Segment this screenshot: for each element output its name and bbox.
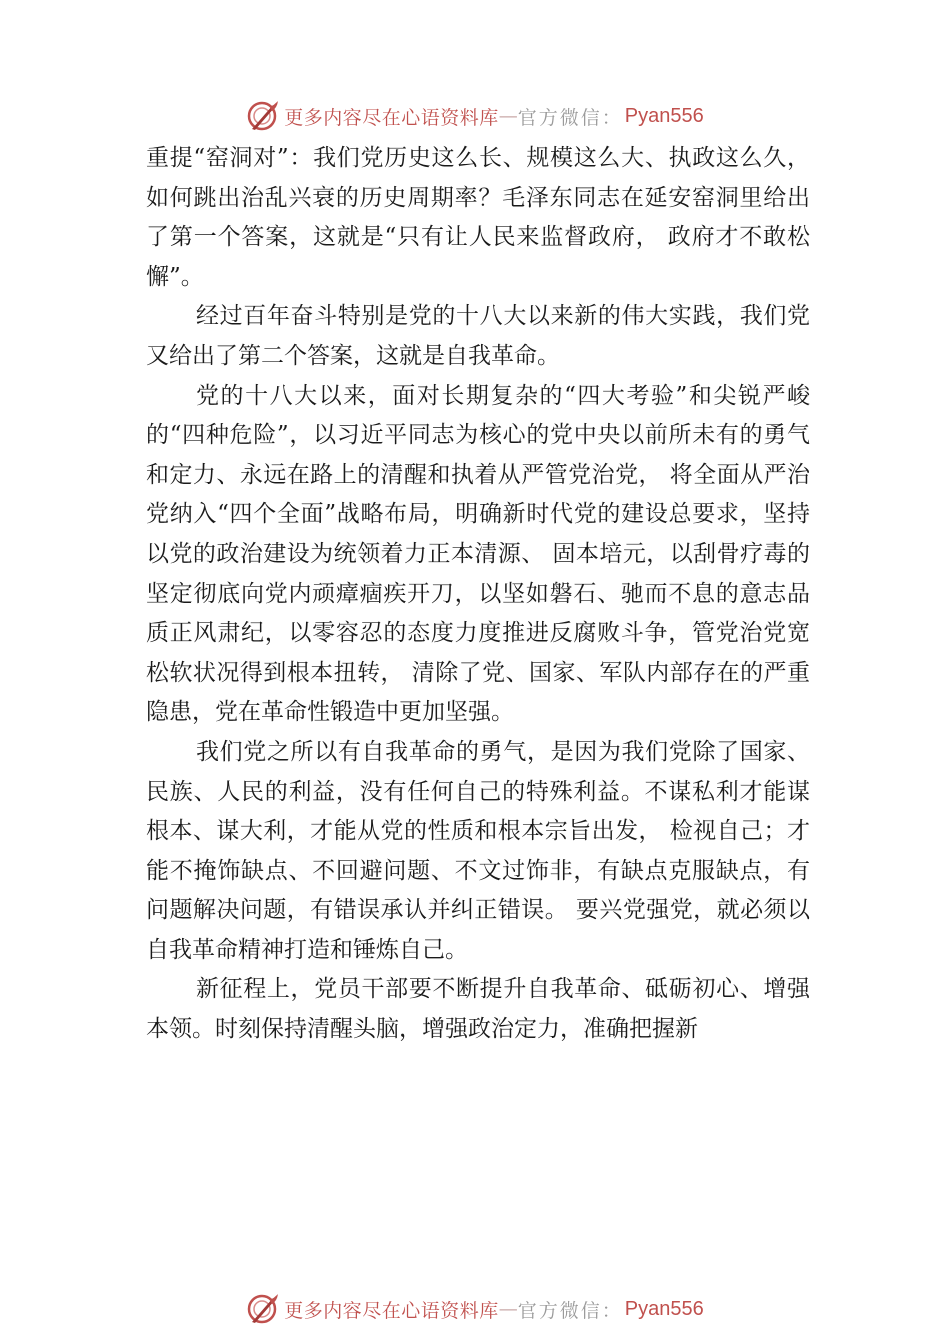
header-banner bbox=[0, 96, 950, 136]
banner-wechat-id: Pyan556 bbox=[624, 104, 704, 127]
paragraph: 重提“窑洞对”：我们党历史这么长、规模这么大、执政这么久，如何跳出治乱兴衰的历史周期率？毛泽东同志在延安窑洞里给出了第一个答案，这就是“只有让人民来监督政府， 政府才不敢松懈”。 bbox=[146, 145, 810, 290]
banner-dash: — bbox=[498, 1298, 518, 1320]
banner-label: 官方微信： bbox=[517, 1299, 623, 1322]
document-body bbox=[146, 139, 810, 1050]
footer-banner bbox=[0, 1289, 950, 1329]
paragraph: 党的十八大以来，面对长期复杂的“四大考验”和尖锐严峻的“四种危险”，以习近平同志为核心的党中央以前所未有的勇气和定力、永远在路上的清醒和执着从严管党治党， 将全面从严治党纳入“四个全面”战略布局，明确新时代党的建设总要求，坚持以党的政治建设为统领着力正本清源、 固本培元，以刮骨疗毒的坚定彻底向党内顽瘴痼疾开刀，以坚如磐石、驰而不息的意志品质正风肃纪，以零容忍的态度力度推进反腐败斗争，管党治党宽松软状况得到根本扭转， 清除了党、国家、军队内部存在的严重隐患，党在革命性锻造中更加坚强。 bbox=[146, 382, 810, 726]
banner-main-text: 更多内容尽在心语资料库 bbox=[284, 106, 499, 129]
quill-logo-icon bbox=[246, 1292, 280, 1326]
banner-dash: — bbox=[498, 105, 518, 127]
paragraph: 经过百年奋斗特别是党的十八大以来新的伟大实践，我们党又给出了第二个答案，这就是自我革命。 bbox=[146, 303, 810, 369]
banner-main-text: 更多内容尽在心语资料库 bbox=[284, 1299, 499, 1322]
quill-logo-icon bbox=[246, 99, 280, 133]
paragraph: 新征程上，党员干部要不断提升自我革命、砥砺初心、增强本领。时刻保持清醒头脑，增强政治定力，准确把握新 bbox=[146, 976, 810, 1043]
banner-label: 官方微信： bbox=[517, 106, 623, 129]
paragraph: 我们党之所以有自我革命的勇气，是因为我们党除了国家、民族、人民的利益，没有任何自己的特殊利益。不谋私利才能谋根本、谋大利，才能从党的性质和根本宗旨出发， 检视自己；才能不掩饰缺点、不回避问题、不文过饰非，有缺点克服缺点，有问题解决问题，有错误承认并纠正错误。 要兴党强党，就必须以自我革命精神打造和锤炼自己。 bbox=[146, 738, 810, 963]
banner-wechat-id: Pyan556 bbox=[624, 1297, 704, 1320]
